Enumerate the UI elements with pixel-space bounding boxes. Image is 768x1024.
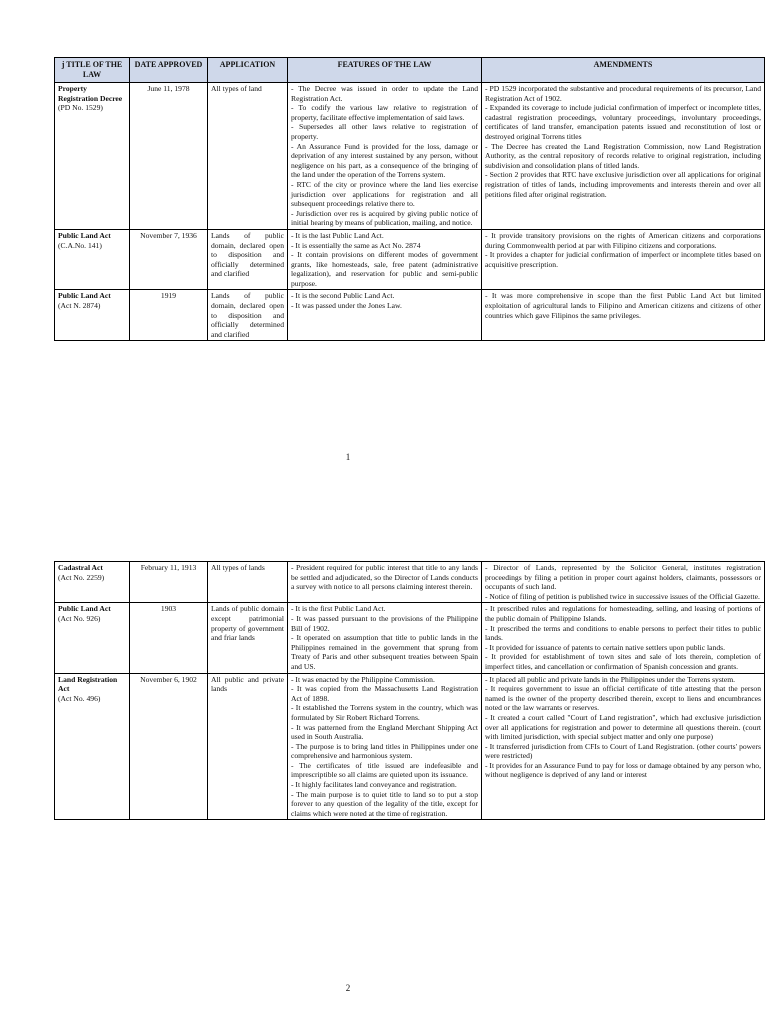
feature-item: - It was passed pursuant to the provisions of the Philippine Bill of 1902. (291, 613, 478, 633)
date-approved-cell: June 11, 1978 (130, 83, 208, 230)
table-body-page-1 (55, 83, 765, 341)
application-cell: Lands of public domain, declared open to disposition and officially determined and clarified (208, 229, 288, 290)
law-title-cell (55, 673, 130, 820)
feature-item: - It is the first Public Land Act. (291, 604, 386, 614)
law-number: (Act No. 496) (58, 693, 101, 703)
law-number: (PD No. 1529) (58, 103, 103, 113)
amendment-item: - It provided for issuance of patents to certain native settlers upon public lands. (485, 642, 725, 652)
feature-item: - President required for public interest that title to any lands be settled and adjudicated, so the Director of Lands conducts a survey with notice to all persons claiming interest therein. (291, 563, 478, 592)
amendment-item: - Director of Lands, represented by the Solicitor General, institutes registration proceedings by filing a petition in proper court against holders, claimants, possessors or occupants of such land. (485, 563, 761, 592)
amendment-item: - It was more comprehensive in scope than the first Public Land Act but limited exploitation of agricultural lands to Filipino and American citizens and citizens of other countries which gave Filipinos the same privileges. (485, 291, 761, 320)
feature-item: - Jurisdiction over res is acquired by giving public notice of initial hearing by means of publication, mailing, and notice. (291, 208, 478, 228)
application-cell: All public and private lands (208, 673, 288, 820)
table-body-page-2 (55, 562, 765, 820)
header-amendments: AMENDMENTS (482, 58, 765, 83)
feature-item: - The certificates of title issued are indefeasible and imprescriptible so all claims are quieted upon its issuance. (291, 760, 478, 780)
features-cell (288, 229, 482, 290)
feature-item: - It is the last Public Land Act. (291, 230, 384, 240)
header-features: FEATURES OF THE LAW (288, 58, 482, 83)
laws-table-page-1 (54, 57, 765, 341)
law-number: (Act N. 2874) (58, 301, 101, 311)
feature-item: - It established the Torrens system in the country, which was formulated by Sir Robert Richard Torrens. (291, 703, 478, 722)
features-cell (288, 673, 482, 820)
law-title-cell (55, 229, 130, 290)
table-row (55, 673, 765, 820)
amendment-item: - Expanded its coverage to include judicial confirmation of imperfect or incomplete titles, cadastral registration proceedings, voluntary proceedings, involuntary proceedings, certificates of land transfer, emancipation patents issued and reconstitution of lost or destroyed original Torrens titles (485, 103, 761, 141)
date-approved-cell: February 11, 1913 (130, 562, 208, 603)
amendment-item: - PD 1529 incorporated the substantive and procedural requirements of its precursor, Land Registration Act of 1902. (485, 84, 761, 103)
amendment-item: - The Decree has created the Land Registration Commission, now Land Registration Authority, as the central repository of records relative to original registration, including subdivision and consolidation plans of titled lands. (485, 141, 761, 170)
amendment-item: - It created a court called "Court of Land registration", which had exclusive jurisdiction over all applications for registration and power to determine all questions therein. (court with limited jurisdiction, with special subject matter and only one purpose) (485, 712, 761, 742)
laws-table-page-2 (54, 561, 765, 820)
page-number-2: 2 (345, 983, 351, 993)
header-date: DATE APPROVED (130, 58, 208, 83)
amendment-item: - It provides a chapter for judicial confirmation of imperfect or incomplete titles based on acquisitive prescription. (485, 250, 761, 269)
application-cell: All types of land (208, 83, 288, 230)
date-approved-cell: November 6, 1902 (130, 673, 208, 820)
feature-item: - It was enacted by the Philippine Commission. (291, 674, 435, 684)
feature-item: - It was passed under the Jones Law. (291, 301, 402, 311)
feature-item: - It is the second Public Land Act. (291, 291, 395, 301)
amendment-item: - It requires government to issue an official certificate of title attesting that the person named is the owner of the property described therein, except to liens and encumbrances noted or the law warrants or reserves. (485, 684, 761, 713)
date-approved-cell: 1903 (130, 603, 208, 673)
law-title-cell (55, 83, 130, 230)
header-title: j TITLE OF THE LAW (55, 58, 130, 83)
header-application: APPLICATION (208, 58, 288, 83)
amendment-item: - It provides for an Assurance Fund to pay for loss or damage obtained by any person who, without negligence is deprived of any land or interest (485, 760, 761, 780)
page-number-1: 1 (345, 452, 351, 462)
amendment-item: - It provided for establishment of town sites and sale of lots therein, completion of imperfect titles, and cancellation or confirmation of Spanish concession and grants. (485, 652, 761, 671)
amendments-cell (482, 83, 765, 230)
date-approved-cell: November 7, 1936 (130, 229, 208, 290)
law-title: Public Land Act (58, 291, 111, 301)
amendments-cell (482, 603, 765, 673)
law-number: (Act No. 926) (58, 613, 101, 623)
amendment-item: - Notice of filing of petition is published twice in successive issues of the Official Gazette. (485, 591, 760, 601)
amendments-cell (482, 562, 765, 603)
amendments-cell (482, 673, 765, 820)
feature-item: - The main purpose is to quiet title to land so to put a stop forever to any question of the legality of the title, except for claims which were noted at the time of registration. (291, 789, 478, 818)
table-row (55, 229, 765, 290)
features-cell (288, 603, 482, 673)
law-title: Public Land Act (58, 230, 111, 240)
feature-item: - The purpose is to bring land titles in Philippines under one comprehensive and harmonious system. (291, 741, 478, 761)
amendment-item: - It prescribed the terms and conditions to enable persons to perfect their titles to public lands. (485, 623, 761, 643)
amendment-item: - It transferred jurisdiction from CFIs to Court of Land Registration. (other courts' powers were restricted) (485, 741, 761, 761)
table-row (55, 83, 765, 230)
feature-item: - Supersedes all other laws relative to registration of property. (291, 122, 478, 141)
application-cell: Lands of public domain, declared open to disposition and officially determined and clarified (208, 290, 288, 341)
date-approved-cell: 1919 (130, 290, 208, 341)
law-number: (Act No. 2259) (58, 572, 105, 582)
amendment-item: - It placed all public and private lands in the Philippines under the Torrens system. (485, 674, 736, 684)
table-header-row (55, 58, 765, 83)
amendments-cell (482, 290, 765, 341)
feature-item: - It highly facilitates land conveyance and registration. (291, 780, 457, 790)
law-title-cell (55, 562, 130, 603)
feature-item: - It operated on assumption that title to public lands in the Philippines remained in the government that sprung from Treaty of Paris and other subsequent treaties between Spain and US. (291, 633, 478, 671)
law-title: Property Registration Decree (58, 84, 123, 103)
feature-item: - It was patterned from the England Merchant Shipping Act used in South Australia. (291, 722, 478, 742)
law-number: (C.A.No. 141) (58, 240, 102, 250)
amendment-item: - Section 2 provides that RTC have exclusive jurisdiction over all applications for original registration of titles of lands, including improvements and interests therein and over all petitions filed after original registration. (485, 170, 761, 199)
law-title: Cadastral Act (58, 563, 103, 572)
feature-item: - It is essentially the same as Act No. 2874 (291, 240, 421, 250)
table-row (55, 290, 765, 341)
feature-item: - The Decree was issued in order to update the Land Registration Act. (291, 84, 478, 103)
amendment-item: - It prescribed rules and regulations for homesteading, selling, and leasing of portions of the public domain of Philippine Islands. (485, 604, 761, 623)
amendment-item: - It provide transitory provisions on the rights of American citizens and corporations during Commonwealth period at par with Filipino citizens and corporations. (485, 230, 761, 250)
amendments-cell (482, 229, 765, 290)
features-cell (288, 562, 482, 603)
features-cell (288, 83, 482, 230)
feature-item: - It contain provisions on different modes of government grants, like homesteads, sale, free patent (administrative legalization), and reservation for public and semi-public purpose. (291, 250, 478, 288)
features-cell (288, 290, 482, 341)
feature-item: - RTC of the city or province where the land lies exercise jurisdiction over applications for registration and all subsequent proceedings relative there to. (291, 179, 478, 209)
application-cell: All types of lands (208, 562, 288, 603)
application-cell: Lands of public domain except patrimonial property of government and friar lands (208, 603, 288, 673)
law-title: Land Registration Act (58, 674, 118, 694)
law-title: Public Land Act (58, 604, 111, 614)
table-row (55, 603, 765, 673)
law-title-cell (55, 290, 130, 341)
table-row (55, 562, 765, 603)
feature-item: - It was copied from the Massachusetts Land Registration Act of 1898. (291, 684, 478, 703)
feature-item: - An Assurance Fund is provided for the loss, damage or deprivation of any interest sustained by any person, without negligence on his part, as a consequence of the bringing of the land under the operation of the Torrens system. (291, 141, 478, 180)
feature-item: - To codify the various law relative to registration of property, facilitate effective implementation of said laws. (291, 103, 478, 122)
law-title-cell (55, 603, 130, 673)
